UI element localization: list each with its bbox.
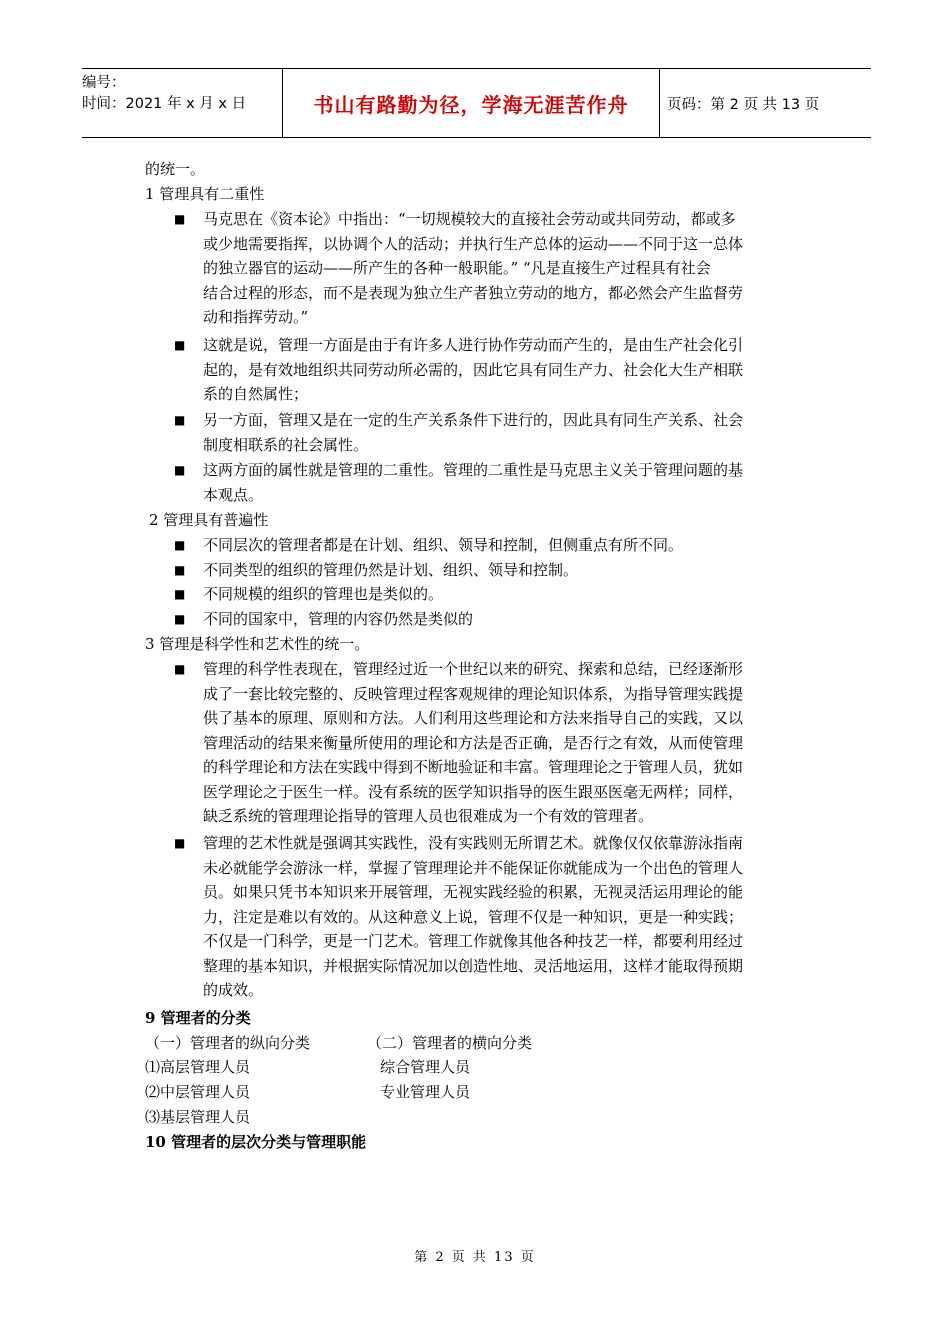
bullet-icon: ■ [174,463,186,477]
header-page-number: 页码：第 2 页 共 13 页 [667,96,820,113]
text-line: 医学理论之于医生一样。没有系统的医学知识指导的医生跟巫医毫无两样；同样， [203,782,744,801]
horizontal-item: 综合管理人员 [380,1058,471,1076]
text-line: 不同的国家中，管理的内容仍然是类似的 [203,610,474,628]
text-line: 不同层次的管理者都是在计划、组织、领导和控制，但侧重点有所不同。 [203,536,684,554]
text-line: 另一方面，管理又是在一定的生产关系条件下进行的，因此具有同生产关系、社会 [203,411,744,429]
bullet-icon: ■ [174,538,186,552]
s3-item-1 [203,657,806,829]
text-line: 不仅是一门科学，更是一门艺术。管理工作就像其他各种技艺一样，都要利用经过 [203,932,744,950]
text-line: 员。如果只凭书本知识来开展管理，无视实践经验的积累，无视灵活运用理论的能 [203,883,744,901]
document-date: 时间：2021 年 x 月 x 日 [82,96,247,112]
page-header [82,68,871,138]
horizontal-item: 专业管理人员 [380,1083,471,1101]
section-3-title: 3 管理是科学性和艺术性的统一。 [145,635,370,653]
text-line: 供了基本的原理、原则和方法。人们利用这些理论和方法来指导自己的实践，又以 [203,709,744,727]
bullet-icon: ■ [174,662,186,676]
s2-item-1 [203,533,806,558]
text-line: 的独立器官的运动——所产生的各种一般职能。” “凡是直接生产过程具有社会 [203,259,711,277]
s3-item-2 [203,831,806,1003]
text-line: 不同规模的组织的管理也是类似的。 [203,585,444,603]
bullet-icon: ■ [174,212,186,226]
text-line: 成了一套比较完整的、反映管理过程客观规律的理论知识体系，为指导管理实践提 [203,684,744,703]
text-line: 管理的艺术性就是强调其实践性，没有实践则无所谓艺术。就像仅仅依靠游泳指南 [203,834,744,852]
text-line: 马克思在《资本论》中指出：“一切规模较大的直接社会劳动或共同劳动，都或多 [203,210,736,228]
text-line: 本观点。 [203,485,264,504]
s1-item-1 [203,207,806,330]
horizontal-classification-header: （二）管理者的横向分类 [367,1034,533,1052]
vertical-item: ⑵中层管理人员 [145,1083,251,1101]
vertical-item: ⑶基层管理人员 [145,1108,251,1126]
text-line: 起的，是有效地组织共同劳动所必需的，因此它具有同生产力、社会化大生产相联 [203,360,744,379]
vertical-item: ⑴高层管理人员 [145,1058,251,1076]
bullet-icon: ■ [174,413,186,427]
document-number-label: 编号： [82,75,126,91]
section-1-title: 1 管理具有二重性 [145,185,265,203]
text-line: 未必就能学会游泳一样，掌握了管理理论并不能保证你就能成为一个出色的管理人 [203,858,744,877]
text-line: 或少地需要指挥，以协调个人的活动；并执行生产总体的运动——不同于这一总体 [203,234,744,253]
text-line: 整理的基本知识，并根据实际情况加以创造性地、灵活地运用，这样才能取得预期 [203,956,744,975]
text-line: 的科学理论和方法在实践中得到不断地验证和丰富。管理理论之于管理人员，犹如 [203,758,744,776]
bullet-icon: ■ [174,836,186,850]
text-line: 这两方面的属性就是管理的二重性。管理的二重性是马克思主义关于管理问题的基 [203,461,744,479]
text-line: 管理活动的结果来衡量所使用的理论和方法是否正确，是否行之有效，从而使管理 [203,733,744,752]
s2-item-2 [203,558,806,583]
section-9-title: 9 管理者的分类 [145,1009,251,1027]
section-10-title: 10 管理者的层次分类与管理职能 [145,1133,367,1151]
text-line: 不同类型的组织的管理仍然是计划、组织、领导和控制。 [203,561,579,579]
s1-item-4 [203,458,806,507]
s2-item-4 [203,607,806,632]
bullet-icon: ■ [174,612,186,626]
text-line: 的成效。 [203,981,264,999]
bullet-icon: ■ [174,587,186,601]
text-line: 这就是说，管理一方面是由于有许多人进行协作劳动而产生的，是由生产社会化引 [203,336,744,354]
text-line: 力，注定是难以有效的。从这种意义上说，管理不仅是一种知识，更是一种实践； [203,907,744,926]
section-2-title: 2 管理具有普遍性 [149,511,269,529]
text-line: 管理的科学性表现在，管理经过近一个世纪以来的研究、探索和总结，已经逐渐形 [203,660,744,678]
vertical-classification-header: （一）管理者的纵向分类 [145,1034,311,1052]
s2-item-3 [203,582,806,607]
page-footer: 第 2 页 共 13 页 [414,1250,536,1265]
text-line: 动和指挥劳动。” [203,308,309,326]
header-meta [82,69,282,137]
bullet-icon: ■ [174,563,186,577]
header-motto: 书山有路勤为径，学海无涯苦作舟 [282,69,660,137]
text-line: 结合过程的形态，而不是表现为独立生产者独立劳动的地方，都必然会产生监督劳 [203,283,744,302]
text-line: 系的自然属性； [203,385,309,403]
s1-item-2 [203,333,806,407]
text-line: 制度相联系的社会属性。 [203,435,369,454]
text-line: 缺乏系统的管理理论指导的管理人员也很难成为一个有效的管理者。 [203,807,654,825]
s1-item-3 [203,408,806,457]
bullet-icon: ■ [174,338,186,352]
intro-text: 的统一。 [145,160,206,178]
